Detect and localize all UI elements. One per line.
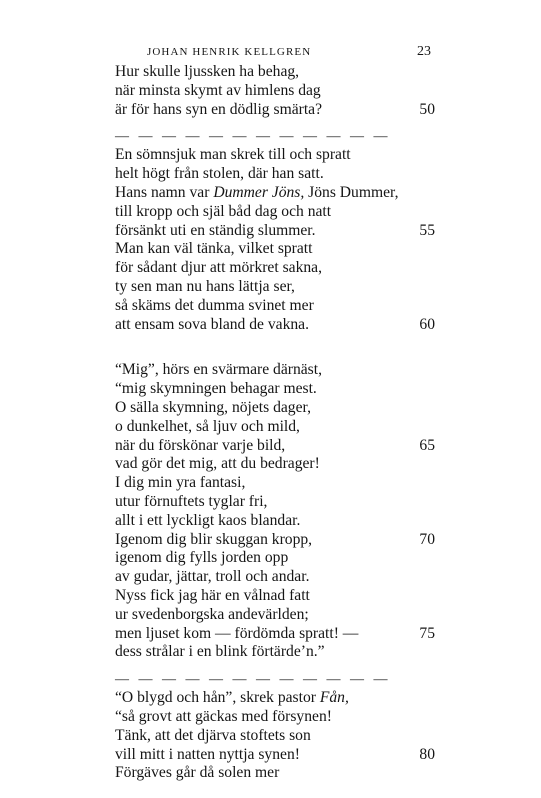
line-text: när minsta skymt av himlens dag — [115, 81, 321, 99]
line-text: Hur skulle ljussken ha behag, — [115, 63, 300, 80]
line-text: “så grovt att gäckas med försynen! — [115, 707, 332, 725]
poem-line — [115, 531, 435, 550]
divider-dashes: — — — — — — — — — — — — — [115, 672, 391, 688]
poem-line — [115, 146, 435, 165]
poem-line — [115, 455, 435, 474]
poem-line — [115, 746, 435, 765]
poem-line — [115, 474, 435, 493]
line-text: ty sen man nu hans lättja ser, — [115, 277, 295, 295]
line-text: helt högt från stolen, där han satt. — [115, 165, 324, 183]
poem-line — [115, 380, 435, 399]
line-text: Man kan väl tänka, vilket spratt — [115, 240, 313, 258]
line-text: utur förnuftets tyglar fri, — [115, 492, 268, 510]
poem-line — [115, 259, 435, 278]
line-number: 75 — [419, 624, 435, 642]
line-text: vill mitt i natten nyttja synen! — [115, 745, 300, 763]
poem-line — [115, 63, 435, 82]
line-text: när du förskönar varje bild, — [115, 436, 286, 454]
page-number: 23 — [417, 44, 431, 59]
poem-line — [115, 625, 435, 644]
line-text: Hans namn var — [115, 183, 214, 201]
poem-line — [115, 568, 435, 587]
line-text: att ensam sova bland de vakna. — [115, 315, 309, 333]
line-text: allt i ett lyckligt kaos blandar. — [115, 511, 301, 529]
poem-line — [115, 101, 435, 120]
line-text: “O blygd och hån”, skrek pastor — [115, 689, 320, 707]
poem-line — [115, 764, 435, 783]
poem-line — [115, 297, 435, 316]
line-text: I dig min yra fantasi, — [115, 474, 246, 492]
line-number: 70 — [419, 530, 435, 548]
line-text: “Mig”, hörs en svärmare därnäst, — [115, 361, 322, 379]
running-title: JOHAN HENRIK KELLGREN — [147, 46, 312, 58]
poem-line — [115, 203, 435, 222]
line-text: dess strålar i en blink förtärde’n.” — [115, 643, 325, 661]
line-text: men ljuset kom — fördömda spratt! — — [115, 624, 359, 642]
line-text: En sömnsjuk man skrek till och spratt — [115, 146, 351, 164]
line-number: 60 — [419, 315, 435, 333]
line-text: Förgäves går då solen mer — [115, 764, 280, 782]
poem-line — [115, 606, 435, 625]
poem-line — [115, 316, 435, 335]
line-text: så skäms det dumma svinet mer — [115, 296, 314, 314]
poem-line — [115, 727, 435, 746]
line-text: “mig skymningen behagar mest. — [115, 380, 317, 398]
line-text: o dunkelhet, så ljuv och mild, — [115, 417, 300, 435]
poem-line — [115, 437, 435, 456]
poem-line — [115, 361, 435, 380]
stanza-3 — [115, 361, 435, 662]
stanza-1 — [115, 63, 435, 119]
poem-line — [115, 278, 435, 297]
poem-line — [115, 82, 435, 101]
poem-line — [115, 165, 435, 184]
line-text: för sådant djur att mörkret sakna, — [115, 259, 322, 277]
poem-line — [115, 587, 435, 606]
poem-line — [115, 399, 435, 418]
line-number: 50 — [419, 100, 435, 118]
poem-line — [115, 418, 435, 437]
poem-line — [115, 689, 435, 708]
line-text: är för hans syn en dödlig smärta? — [115, 100, 322, 118]
poem-line — [115, 493, 435, 512]
poem-line — [115, 549, 435, 568]
line-number: 55 — [419, 221, 435, 239]
line-text: O sälla skymning, nöjets dager, — [115, 398, 311, 416]
poem-line — [115, 512, 435, 531]
line-text: Nyss fick jag här en vålnad fatt — [115, 586, 310, 604]
poem-line — [115, 708, 435, 727]
section-divider-2 — [115, 662, 435, 686]
line-text: Jöns Dummer, — [304, 183, 399, 201]
line-text: försänkt uti en ständig slummer. — [115, 221, 316, 239]
poem-line — [115, 240, 435, 259]
poem-line — [115, 184, 435, 203]
line-text: Tänk, att det djärva stoftets son — [115, 726, 311, 744]
line-text: igenom dig fylls jorden opp — [115, 549, 289, 567]
poem-line — [115, 222, 435, 241]
stanza-4 — [115, 689, 435, 783]
line-text: ur svedenborgska andevärlden; — [115, 605, 309, 623]
running-header — [115, 44, 431, 64]
stanza-2 — [115, 146, 435, 334]
line-number: 65 — [419, 436, 435, 454]
line-text: till kropp och själ båd dag och natt — [115, 202, 332, 220]
divider-dashes: — — — — — — — — — — — — — [115, 129, 391, 145]
poem-line — [115, 643, 435, 662]
section-divider-1 — [115, 119, 435, 143]
italic-name: Fån, — [319, 689, 349, 707]
poem-body — [115, 63, 435, 783]
line-number: 80 — [419, 745, 435, 763]
line-text: Igenom dig blir skuggan kropp, — [115, 530, 313, 548]
line-text: av gudar, jättar, troll och andar. — [115, 568, 310, 586]
line-text: vad gör det mig, att du bedrager! — [115, 455, 320, 473]
italic-name: Dummer Jöns, — [213, 183, 305, 201]
